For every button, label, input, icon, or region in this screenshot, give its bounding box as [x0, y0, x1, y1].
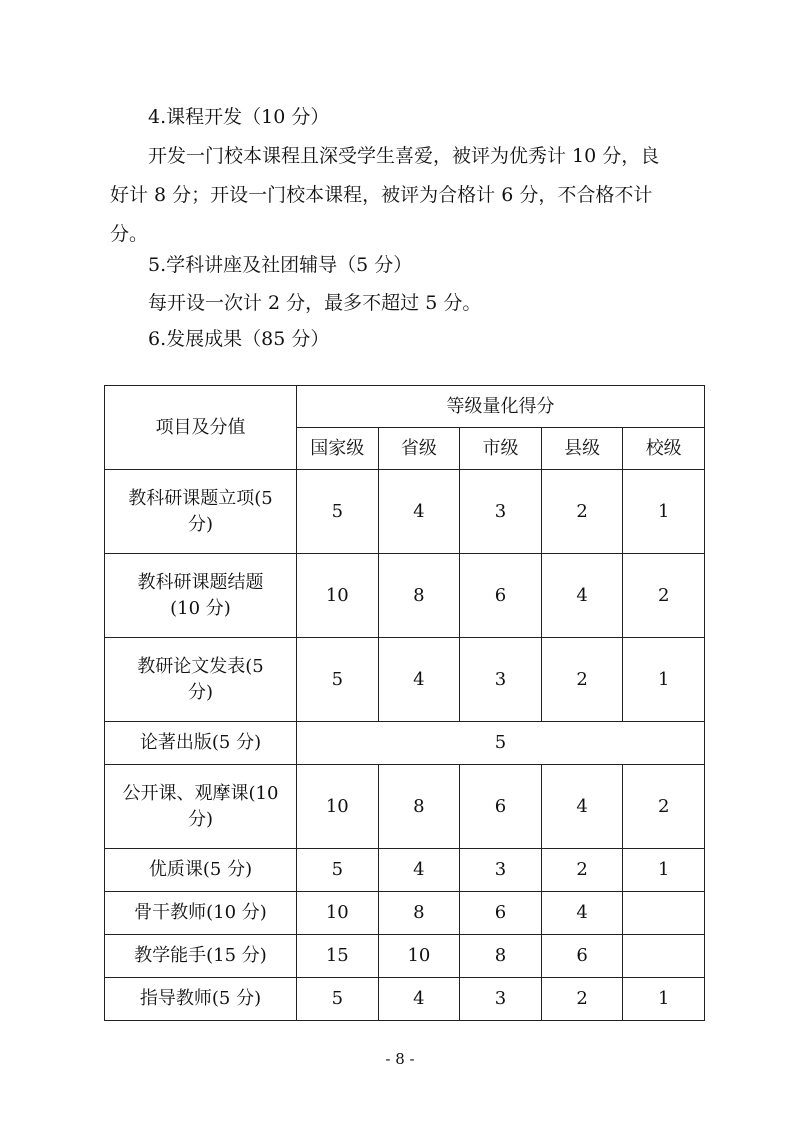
- score-cell: 2: [541, 849, 623, 892]
- table-row: [105, 722, 705, 765]
- table-row: [105, 554, 705, 638]
- table-row: [105, 892, 705, 935]
- score-cell: 5: [297, 978, 379, 1021]
- score-cell: 15: [297, 935, 379, 978]
- row-label: 教科研课题立项(5 分): [105, 470, 297, 554]
- score-cell: 2: [541, 978, 623, 1021]
- score-cell: [623, 892, 705, 935]
- score-cell: 6: [541, 935, 623, 978]
- section-4-heading: 4.课程开发（10 分）: [148, 106, 330, 128]
- score-cell: 8: [460, 935, 542, 978]
- level-header: 校级: [623, 428, 705, 470]
- score-cell: [623, 935, 705, 978]
- grade-score-table: [104, 385, 705, 1021]
- score-cell: 3: [460, 849, 542, 892]
- section-4-body-line-2: 好计 8 分；开设一门校本课程，被评为合格计 6 分，不合格不计: [110, 184, 653, 206]
- table-row: [105, 935, 705, 978]
- score-cell: 4: [541, 554, 623, 638]
- header-group-cell: 等级量化得分: [297, 386, 705, 428]
- table-row: [105, 470, 705, 554]
- row-label: 公开课、观摩课(10 分): [105, 765, 297, 849]
- merged-score-cell: 5: [297, 722, 705, 765]
- table-header-row: [105, 386, 705, 428]
- score-cell: 5: [297, 849, 379, 892]
- score-cell: 2: [541, 638, 623, 722]
- score-cell: 10: [297, 554, 379, 638]
- level-header: 县级: [541, 428, 623, 470]
- score-cell: 5: [297, 638, 379, 722]
- row-label: 优质课(5 分): [105, 849, 297, 892]
- table-row: [105, 849, 705, 892]
- score-cell: 8: [378, 765, 460, 849]
- level-header: 市级: [460, 428, 542, 470]
- row-label: 骨干教师(10 分): [105, 892, 297, 935]
- row-label: 教科研课题结题 (10 分): [105, 554, 297, 638]
- score-cell: 8: [378, 892, 460, 935]
- score-cell: 4: [378, 978, 460, 1021]
- score-cell: 6: [460, 765, 542, 849]
- score-cell: 4: [541, 765, 623, 849]
- score-cell: 4: [378, 849, 460, 892]
- score-cell: 5: [297, 470, 379, 554]
- score-cell: 1: [623, 849, 705, 892]
- score-cell: 1: [623, 978, 705, 1021]
- row-label: 论著出版(5 分): [105, 722, 297, 765]
- score-cell: 10: [378, 935, 460, 978]
- score-cell: 3: [460, 978, 542, 1021]
- table-row: [105, 765, 705, 849]
- score-cell: 6: [460, 892, 542, 935]
- score-cell: 4: [541, 892, 623, 935]
- table-row: [105, 638, 705, 722]
- level-header: 国家级: [297, 428, 379, 470]
- page-number: - 8 -: [385, 1050, 415, 1068]
- score-cell: 10: [297, 765, 379, 849]
- score-cell: 4: [378, 638, 460, 722]
- score-cell: 4: [378, 470, 460, 554]
- score-cell: 1: [623, 638, 705, 722]
- section-5-body: 每开设一次计 2 分，最多不超过 5 分。: [148, 292, 482, 314]
- table-row: [105, 978, 705, 1021]
- section-4-body-line-3: 分。: [110, 223, 149, 245]
- score-cell: 6: [460, 554, 542, 638]
- score-cell: 1: [623, 470, 705, 554]
- level-header: 省级: [378, 428, 460, 470]
- score-cell: 2: [623, 554, 705, 638]
- score-cell: 3: [460, 470, 542, 554]
- score-cell: 8: [378, 554, 460, 638]
- row-label: 指导教师(5 分): [105, 978, 297, 1021]
- section-6-heading: 6.发展成果（85 分）: [148, 328, 330, 350]
- header-item-cell: 项目及分值: [105, 386, 297, 470]
- row-label: 教研论文发表(5 分): [105, 638, 297, 722]
- score-cell: 2: [623, 765, 705, 849]
- row-label: 教学能手(15 分): [105, 935, 297, 978]
- score-cell: 2: [541, 470, 623, 554]
- score-cell: 10: [297, 892, 379, 935]
- section-4-body-line-1: 开发一门校本课程且深受学生喜爱，被评为优秀计 10 分，良: [148, 145, 660, 167]
- section-5-heading: 5.学科讲座及社团辅导（5 分）: [148, 254, 413, 276]
- score-cell: 3: [460, 638, 542, 722]
